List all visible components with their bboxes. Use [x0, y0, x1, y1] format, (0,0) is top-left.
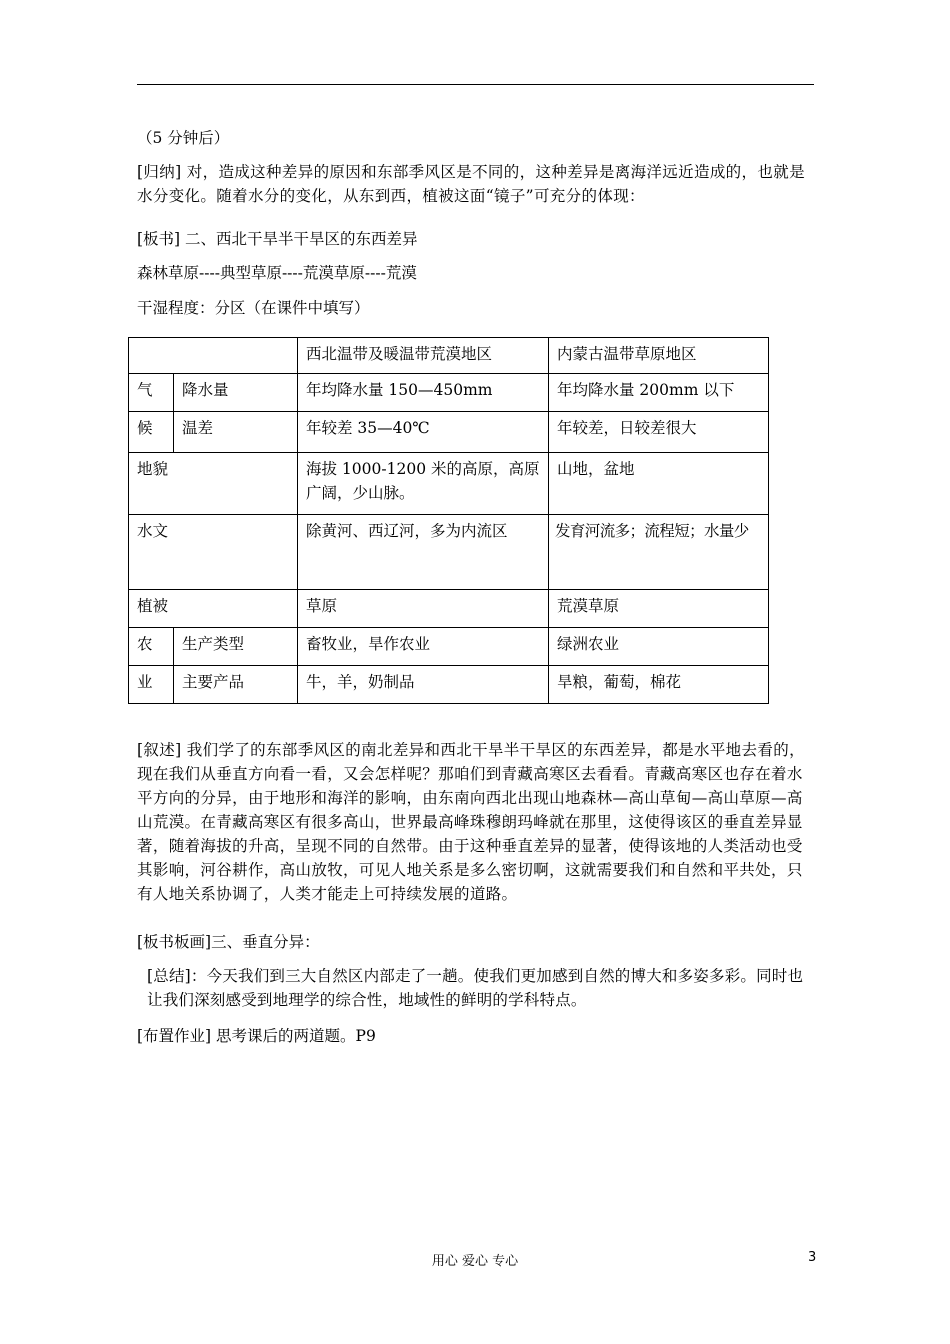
table-cell-products-1: 牛，羊，奶制品 — [298, 666, 549, 704]
table-cell-precip-2: 年均降水量 200mm 以下 — [549, 374, 769, 412]
table-row-main-products — [129, 666, 769, 704]
table-cell-veg-1: 草原 — [298, 590, 549, 628]
paragraph-summary: [归纳] 对，造成这种差异的原因和东部季风区是不同的，这种差异是离海洋远近造成的，也就是水分变化。随着水分的变化，从东到西，植被这面“镜子”可充分的体现： — [137, 163, 805, 205]
table-cell-products-2: 旱粮，葡萄，棉花 — [549, 666, 769, 704]
table-cell-veg-2: 荒漠草原 — [549, 590, 769, 628]
table-cell-precip-1: 年均降水量 150—450mm — [298, 374, 549, 412]
table-cell-prodtype-label: 生产类型 — [174, 628, 298, 666]
paragraph-dryness-zones: 干湿程度：分区（在课件中填写） — [137, 299, 370, 317]
paragraph-time-note: （5 分钟后） — [137, 129, 230, 147]
table-cell-temp-1: 年较差 35—40℃ — [298, 412, 549, 453]
page-number: 3 — [808, 1250, 817, 1265]
header-rule — [137, 84, 814, 85]
table-cell-hydro-label: 水文 — [129, 515, 298, 590]
table-header-northwest: 西北温带及暖温带荒漠地区 — [298, 338, 549, 374]
table-cell-climate-a: 气 — [129, 374, 174, 412]
table-row-precipitation — [129, 374, 769, 412]
table-cell-agri-b: 业 — [129, 666, 174, 704]
comparison-table — [128, 337, 769, 704]
table-row-temperature — [129, 412, 769, 453]
table-cell-landform-1: 海拔 1000-1200 米的高原，高原广阔，少山脉。 — [298, 453, 549, 515]
table-header-inner-mongolia: 内蒙古温带草原地区 — [549, 338, 769, 374]
footer-motto: 用心 爱心 专心 — [431, 1254, 519, 1269]
table-row-production-type — [129, 628, 769, 666]
table-cell-temp-2: 年较差，日较差很大 — [549, 412, 769, 453]
table-cell-landform-2: 山地，盆地 — [549, 453, 769, 515]
table-row-landform — [129, 453, 769, 515]
paragraph-narration: [叙述] 我们学了的东部季风区的南北差异和西北干旱半干旱区的东西差异，都是水平地去看的，现在我们从垂直方向看一看，又会怎样呢？那咱们到青藏高寒区去看看。青藏高寒区也存在着水平方向的分异，由于地形和海洋的影响，由东南向西北出现山地森林—高山草甸—高山草原—高山荒漠。在青藏高寒区有很多高山，世界最高峰珠穆朗玛峰就在那里，这使得该区的垂直差异显著，随着海拔的升高，呈现不同的自然带。由于这种垂直差异的显著，使得该地的人类活动也受其影响，河谷耕作，高山放牧，可见人地关系是多么密切啊，这就需要我们和自然和平共处，只有人地关系协调了，人类才能走上可持续发展的道路。 — [137, 741, 805, 903]
table-cell-landform-label: 地貌 — [129, 453, 298, 515]
table-row-header — [129, 338, 769, 374]
table-cell-hydro-1: 除黄河、西辽河，多为内流区 — [298, 515, 549, 590]
table-cell-products-label: 主要产品 — [174, 666, 298, 704]
table-cell-veg-label: 植被 — [129, 590, 298, 628]
paragraph-board-heading-2: [板书] 二、西北干旱半干旱区的东西差异 — [137, 230, 418, 248]
paragraph-board-heading-3: [板书板画]三、垂直分异： — [137, 933, 320, 951]
table-cell-empty — [129, 338, 298, 374]
table-row-hydrology — [129, 515, 769, 590]
table-cell-precip-label: 降水量 — [174, 374, 298, 412]
paragraph-conclusion: [总结]：今天我们到三大自然区内部走了一趟。使我们更加感到自然的博大和多姿多彩。同时也让我们深刻感受到地理学的综合性，地域性的鲜明的学科特点。 — [147, 967, 804, 1009]
table-cell-climate-b: 候 — [129, 412, 174, 453]
table-cell-prodtype-1: 畜牧业，旱作农业 — [298, 628, 549, 666]
table-row-vegetation — [129, 590, 769, 628]
table-cell-hydro-2: 发育河流多；流程短；水量少 — [549, 515, 769, 590]
table-cell-prodtype-2: 绿洲农业 — [549, 628, 769, 666]
table-cell-temp-label: 温差 — [174, 412, 298, 453]
paragraph-homework: [布置作业] 思考课后的两道题。P9 — [137, 1027, 376, 1045]
paragraph-vegetation-sequence: 森林草原----典型草原----荒漠草原----荒漠 — [137, 264, 417, 282]
table-cell-agri-a: 农 — [129, 628, 174, 666]
